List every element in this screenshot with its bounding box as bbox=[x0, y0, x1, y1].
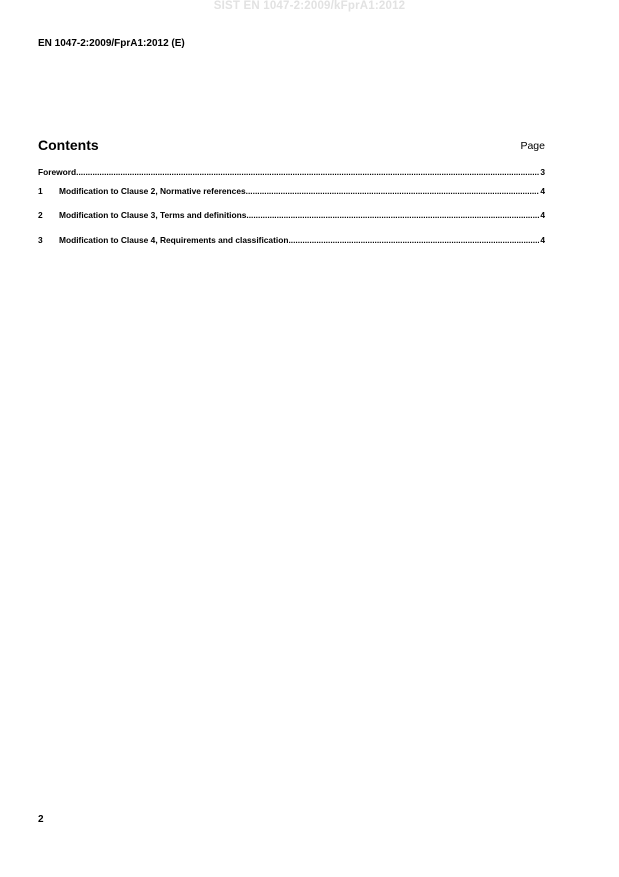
contents-heading: Contents bbox=[38, 137, 99, 153]
page-number: 2 bbox=[38, 814, 44, 825]
toc-entry-title: Modification to Clause 3, Terms and definitions bbox=[59, 210, 247, 220]
toc-entry-clause-2[interactable] bbox=[38, 186, 545, 198]
toc-leader-dots bbox=[246, 186, 540, 196]
toc-leader-dots bbox=[288, 235, 539, 245]
toc-entry-title: Modification to Clause 4, Requirements and classification bbox=[59, 235, 289, 245]
toc-entry-number: 2 bbox=[38, 210, 43, 220]
toc-entry-page: 4 bbox=[540, 235, 545, 245]
toc-entry-page: 3 bbox=[540, 167, 545, 177]
toc-entry-title: Modification to Clause 2, Normative references bbox=[59, 186, 246, 196]
toc-entry-number: 1 bbox=[38, 186, 43, 196]
toc-entry-clause-3[interactable] bbox=[38, 210, 545, 222]
page-column-label: Page bbox=[520, 140, 545, 152]
watermark-text: SIST EN 1047-2:2009/kFprA1:2012 bbox=[213, 0, 406, 12]
toc-entry-title: Foreword bbox=[38, 167, 77, 177]
toc-entry-clause-4[interactable] bbox=[38, 235, 545, 247]
toc-leader-dots bbox=[246, 210, 539, 220]
toc-entry-page: 4 bbox=[540, 210, 545, 220]
toc-entry-page: 4 bbox=[540, 186, 545, 196]
toc-entry-foreword[interactable] bbox=[38, 167, 545, 179]
toc-entry-number: 3 bbox=[38, 235, 43, 245]
document-id-header: EN 1047-2:2009/FprA1:2012 (E) bbox=[38, 38, 185, 49]
toc-leader-dots bbox=[76, 167, 539, 177]
